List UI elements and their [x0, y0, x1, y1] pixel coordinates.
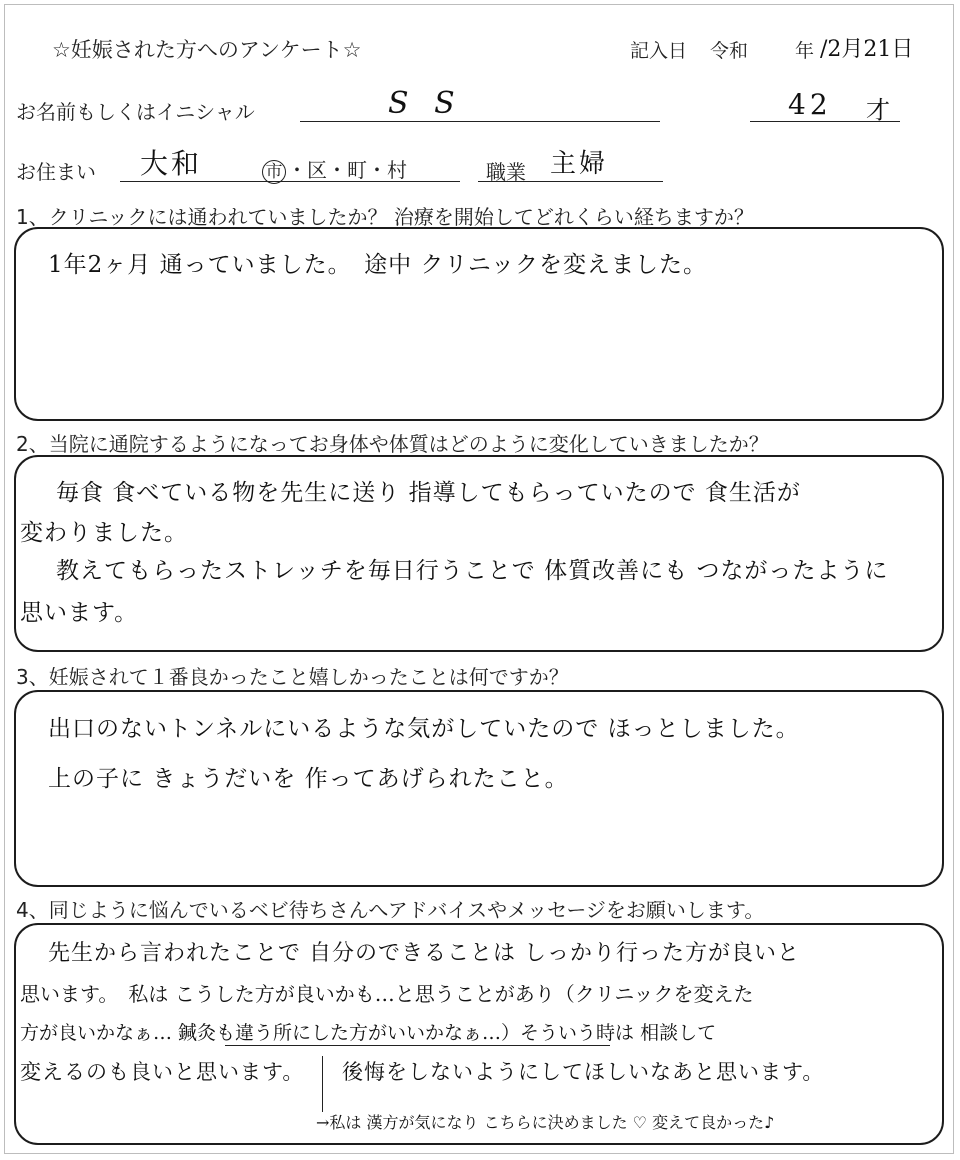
job-underline: [478, 181, 663, 182]
municipality-options: [262, 154, 407, 184]
answer-4-line-6: →私は 漢方が気になり こちらに決めました ♡ 変えて良かった♪: [316, 1113, 775, 1132]
year-suffix: 年: [795, 40, 815, 62]
answer-4-line-3: 方が良いかなぁ… 鍼灸も違う所にした方がいいかなぁ…）そういう時は 相談して: [20, 1022, 717, 1044]
survey-title: ☆妊娠された方へのアンケート☆: [52, 38, 362, 62]
date-label: 記入日: [630, 40, 688, 62]
answer-4-line-1: 先生から言われたことで 自分のできることは しっかり行った方が良いと: [48, 941, 800, 966]
answer-3-line-2: 上の子に きょうだいを 作ってあげられたこと。: [48, 766, 569, 792]
age-unit: 才: [866, 96, 890, 124]
answer-2-line-4: 思います。: [20, 600, 139, 626]
date-value: /2月21日: [820, 37, 914, 62]
answer-2-line-3: 教えてもらったストレッチを毎日行うことで 体質改善にも つながったように: [56, 558, 889, 584]
answer-4-line-5: 後悔をしないようにしてほしいなあと思います。: [342, 1060, 825, 1084]
answer-4-divider: [322, 1056, 323, 1112]
address-underline: [120, 181, 460, 182]
answer-1-line-1: 1年2ヶ月 通っていました。 途中 クリニックを変えました。: [48, 252, 708, 278]
municipality-rest: ・区・町・村: [287, 158, 407, 182]
era-label: 令和: [710, 40, 749, 62]
question-3-label: 3、妊娠されて１番良かったこと嬉しかったことは何ですか？: [16, 665, 569, 689]
address-value: 大和: [140, 147, 203, 180]
question-1-label: 1、クリニックには通われていましたか？ 治療を開始してどれくらい経ちますか？: [16, 205, 754, 229]
age-underline: [750, 121, 900, 122]
name-value: S S: [388, 86, 463, 121]
answer-2-line-1: 毎食 食べている物を先生に送り 指導してもらっていたので 食生活が: [56, 480, 801, 506]
answer-2-line-2: 変わりました。: [20, 520, 188, 546]
answer-4-underline: [225, 1045, 610, 1046]
city-circled: 市: [262, 160, 286, 184]
answer-4-line-4: 変えるのも良いと思います。: [20, 1060, 305, 1084]
question-2-label: 2、当院に通院するようになってお身体や体質はどのように変化していきましたか？: [16, 432, 769, 456]
name-underline: [300, 121, 660, 122]
name-label: お名前もしくはイニシャル: [16, 100, 255, 124]
question-4-label: 4、同じように悩んでいるベビ待ちさんへアドバイスやメッセージをお願いします。: [16, 898, 765, 922]
address-label: お住まい: [16, 160, 96, 184]
answer-4-line-2: 思います。 私は こうした方が良いかも…と思うことがあり（クリニックを変えた: [20, 982, 754, 1006]
age-value: 42: [788, 88, 832, 121]
answer-3-line-1: 出口のないトンネルにいるような気がしていたので ほっとしました。: [48, 716, 800, 742]
job-value: 主婦: [550, 149, 609, 179]
job-label: 職業: [486, 160, 526, 184]
